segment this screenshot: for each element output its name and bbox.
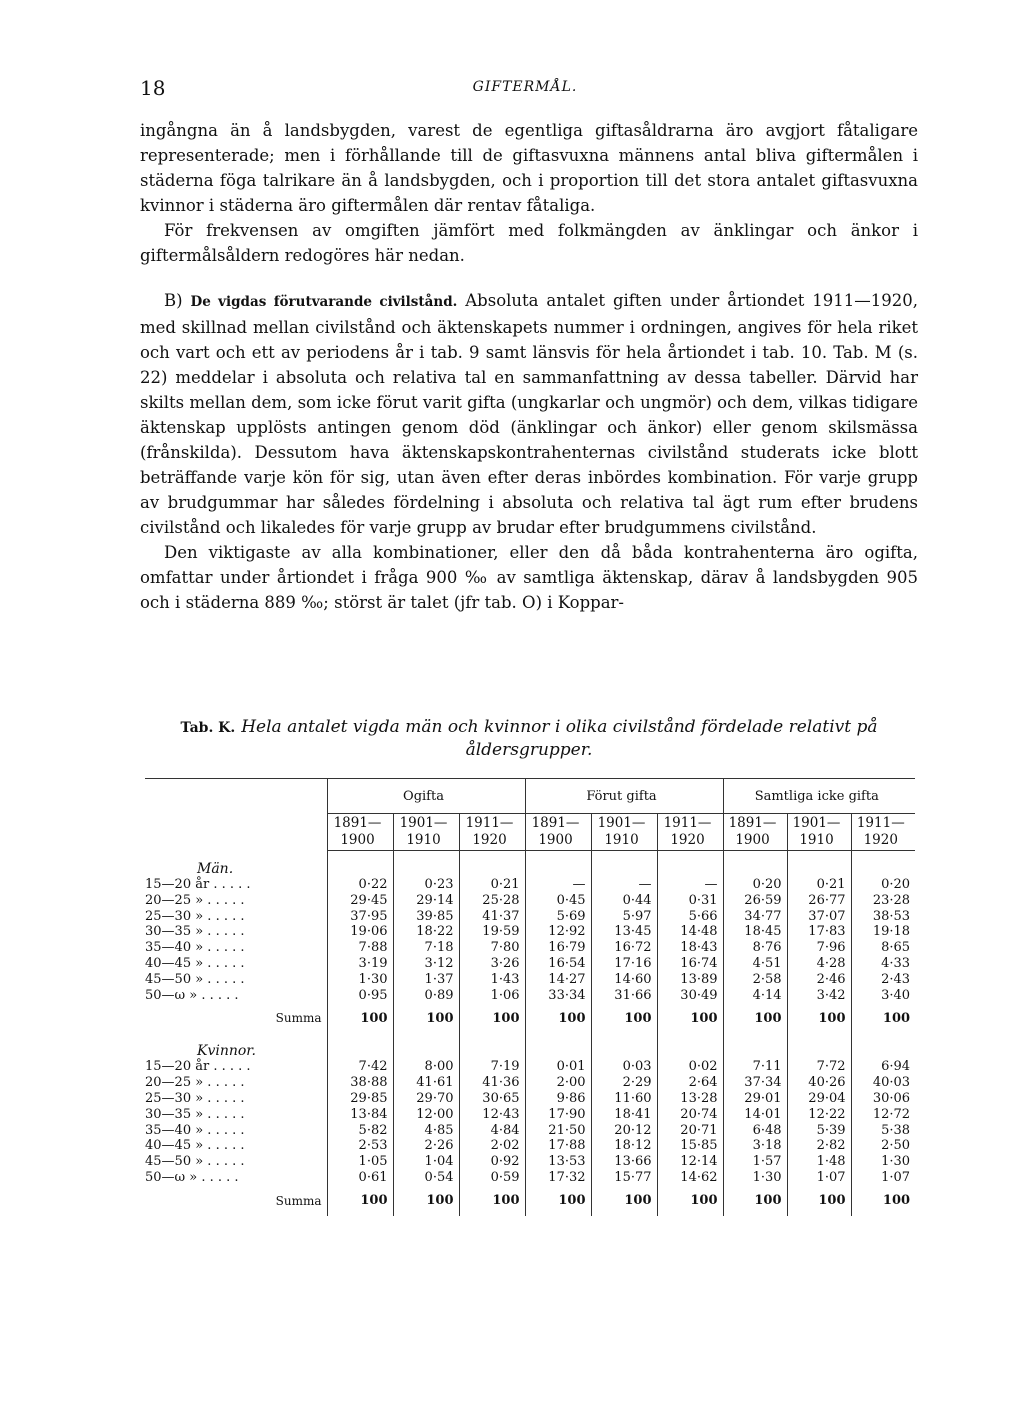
table-cell: 14·27 xyxy=(525,972,591,988)
table-cell: 1·48 xyxy=(787,1154,851,1170)
table-cell: 17·88 xyxy=(525,1138,591,1154)
table-cell: 29·85 xyxy=(327,1091,393,1107)
table-cell: 39·85 xyxy=(393,909,459,925)
table-row xyxy=(145,988,915,1004)
section-heading: De vigdas förutvarande civilstånd. xyxy=(190,294,458,310)
body-text xyxy=(140,118,918,615)
table-cell: 3·40 xyxy=(851,988,915,1004)
section-paragraph xyxy=(140,288,918,540)
table-cell: 14·62 xyxy=(657,1170,723,1186)
table-cell: 5·66 xyxy=(657,909,723,925)
table-cell: 13·84 xyxy=(327,1107,393,1123)
table-cell: 0·95 xyxy=(327,988,393,1004)
table-cell: 34·77 xyxy=(723,909,787,925)
period-header-row xyxy=(145,814,915,851)
table-cell: 0·01 xyxy=(525,1059,591,1075)
sum-cell: 100 xyxy=(327,1003,393,1033)
section-title: Kvinnor. xyxy=(197,1043,256,1060)
period-start: 1901— xyxy=(399,815,448,831)
table-cell: 0·03 xyxy=(591,1059,657,1075)
table-cell: 40·03 xyxy=(851,1075,915,1091)
table-cell: 37·07 xyxy=(787,909,851,925)
table-cell: 1·07 xyxy=(851,1170,915,1186)
table-cell: 0·23 xyxy=(393,877,459,893)
table-cell: 4·84 xyxy=(459,1123,525,1139)
period-start: 1911— xyxy=(663,815,712,831)
period-start: 1911— xyxy=(465,815,514,831)
table-cell: 2·50 xyxy=(851,1138,915,1154)
table-cell: 5·39 xyxy=(787,1123,851,1139)
table-cell: 4·51 xyxy=(723,956,787,972)
table-cell: 1·07 xyxy=(787,1170,851,1186)
table-cell: 14·48 xyxy=(657,924,723,940)
table-cell: — xyxy=(657,877,723,893)
table-cell: 4·28 xyxy=(787,956,851,972)
table-cell: 18·41 xyxy=(591,1107,657,1123)
table-body xyxy=(145,851,915,1216)
age-group-label: 20—25 » . . . . . xyxy=(145,1075,245,1091)
period-header xyxy=(657,814,723,851)
section-title-row xyxy=(145,851,915,878)
age-group-label: 30—35 » . . . . . xyxy=(145,924,245,940)
table-cell: 37·34 xyxy=(723,1075,787,1091)
table-cell: 4·85 xyxy=(393,1123,459,1139)
period-header xyxy=(723,814,787,851)
sum-cell: 100 xyxy=(657,1003,723,1033)
table-cell: 9·86 xyxy=(525,1091,591,1107)
table-row xyxy=(145,1170,915,1186)
age-group-label: 50—ω » . . . . . xyxy=(145,1169,239,1185)
table-cell: 0·89 xyxy=(393,988,459,1004)
table-cell: 2·29 xyxy=(591,1075,657,1091)
table-cell: 37·95 xyxy=(327,909,393,925)
period-header xyxy=(393,814,459,851)
table-cell: 0·44 xyxy=(591,893,657,909)
period-end: 1920 xyxy=(670,832,705,848)
table-cell: 41·36 xyxy=(459,1075,525,1091)
table-cell: 2·43 xyxy=(851,972,915,988)
table-cell: 4·14 xyxy=(723,988,787,1004)
table-cell: 5·38 xyxy=(851,1123,915,1139)
table-cell: 3·26 xyxy=(459,956,525,972)
page-number: 18 xyxy=(140,76,166,100)
table-row xyxy=(145,1123,915,1139)
table-cell: 0·02 xyxy=(657,1059,723,1075)
table-cell: 13·28 xyxy=(657,1091,723,1107)
table-cell: 30·49 xyxy=(657,988,723,1004)
sum-cell: 100 xyxy=(393,1003,459,1033)
sum-row xyxy=(145,1003,915,1033)
period-header xyxy=(459,814,525,851)
sum-cell: 100 xyxy=(723,1003,787,1033)
table-cell: 6·48 xyxy=(723,1123,787,1139)
sum-cell: 100 xyxy=(787,1003,851,1033)
table-row xyxy=(145,909,915,925)
table-cell: 3·42 xyxy=(787,988,851,1004)
sum-cell: 100 xyxy=(657,1186,723,1216)
table-cell: 12·00 xyxy=(393,1107,459,1123)
table-cell: 23·28 xyxy=(851,893,915,909)
table-cell: 16·54 xyxy=(525,956,591,972)
table-cell: 29·04 xyxy=(787,1091,851,1107)
table-row xyxy=(145,1107,915,1123)
age-group-label: 15—20 år . . . . . xyxy=(145,877,251,892)
table-cell: 29·14 xyxy=(393,893,459,909)
table-cell: 0·21 xyxy=(459,877,525,893)
data-table xyxy=(145,778,915,1216)
table-cell: 0·54 xyxy=(393,1170,459,1186)
table-cell: 0·45 xyxy=(525,893,591,909)
section-paragraph-2: Den viktigaste av alla kombinationer, eller den då båda kontrahenterna äro ogifta, omfattar under årtiondet i fråga 900 ‰ av samtliga äktenskap, därav å landsbygden 905 och i städerna 889 ‰; störst är talet (jfr tab. O) i Koppar- xyxy=(140,543,918,612)
table-title: Hela antalet vigda män och kvinnor i olika civilstånd fördelade relativt på åldersgrupper. xyxy=(241,717,878,760)
table-cell: 30·65 xyxy=(459,1091,525,1107)
table-cell: 8·00 xyxy=(393,1059,459,1075)
section-text-1: Absoluta antalet giften under årtiondet 1911—1920, med skillnad mellan civilstånd och äktenskapets nummer i ordningen, angives för hela riket och vart och ett av periodens år i tab. 9 samt länsvis för hela årtiondet i tab. 10. Tab. M (s. 22) meddelar i absoluta och relativa tal en sammanfattning av dessa tabeller. Därvid har skilts mellan dem, som icke förut varit gifta (ungkarlar och ungmör) och dem, vilkas tidigare äktenskap upplösts antingen genom död (änklingar och änkor) eller genom skilsmässa (frånskilda). Dessutom hava äktenskapskontrahenternas civilstånd studerats icke blott beträffande varje kön för sig, utan även efter deras inbördes kombination. För varje grupp av brudgummar har således fördelning i absoluta och relativa tal ägt rum efter brudens civilstånd och likaledes för varje grupp av brudar efter brudgummens civilstånd. xyxy=(140,291,918,537)
sum-cell: 100 xyxy=(851,1003,915,1033)
sum-cell: 100 xyxy=(723,1186,787,1216)
table-cell: 15·85 xyxy=(657,1138,723,1154)
table-cell: 7·88 xyxy=(327,940,393,956)
table-cell: 2·00 xyxy=(525,1075,591,1091)
table-cell: 1·57 xyxy=(723,1154,787,1170)
table-cell: 0·31 xyxy=(657,893,723,909)
table-cell: 1·30 xyxy=(327,972,393,988)
table-cell: 17·83 xyxy=(787,924,851,940)
period-end: 1900 xyxy=(340,832,375,848)
table-cell: 21·50 xyxy=(525,1123,591,1139)
table-cell: 41·37 xyxy=(459,909,525,925)
table-cell: 0·59 xyxy=(459,1170,525,1186)
sum-cell: 100 xyxy=(459,1186,525,1216)
table-cell: 8·76 xyxy=(723,940,787,956)
age-group-label: 25—30 » . . . . . xyxy=(145,908,245,924)
table-cell: 18·43 xyxy=(657,940,723,956)
sum-cell: 100 xyxy=(459,1003,525,1033)
table-cell: 14·60 xyxy=(591,972,657,988)
sum-cell: 100 xyxy=(591,1186,657,1216)
table-cell: 6·94 xyxy=(851,1059,915,1075)
table-cell: 17·90 xyxy=(525,1107,591,1123)
table-cell: 30·06 xyxy=(851,1091,915,1107)
table-cell: 17·32 xyxy=(525,1170,591,1186)
table-cell: 38·53 xyxy=(851,909,915,925)
table-cell: 0·92 xyxy=(459,1154,525,1170)
table-cell: 19·59 xyxy=(459,924,525,940)
table-cell: 11·60 xyxy=(591,1091,657,1107)
period-start: 1901— xyxy=(792,815,841,831)
period-header xyxy=(525,814,591,851)
table-cell: 5·69 xyxy=(525,909,591,925)
period-end: 1910 xyxy=(604,832,639,848)
table-cell: 2·53 xyxy=(327,1138,393,1154)
table-cell: 13·45 xyxy=(591,924,657,940)
page-header xyxy=(140,76,910,106)
section-title: Män. xyxy=(197,861,234,877)
table-cell: 26·77 xyxy=(787,893,851,909)
table-cell: 40·26 xyxy=(787,1075,851,1091)
table-cell: — xyxy=(525,877,591,893)
table-cell: 7·72 xyxy=(787,1059,851,1075)
age-group-label: 35—40 » . . . . . xyxy=(145,940,245,956)
table-row xyxy=(145,972,915,988)
table-cell: 0·21 xyxy=(787,877,851,893)
table-cell: 20·71 xyxy=(657,1123,723,1139)
table-cell: 7·18 xyxy=(393,940,459,956)
table-cell: 33·34 xyxy=(525,988,591,1004)
table-cell: 13·53 xyxy=(525,1154,591,1170)
age-group-label: 25—30 » . . . . . xyxy=(145,1090,245,1106)
sum-cell: 100 xyxy=(851,1186,915,1216)
table-cell: 29·70 xyxy=(393,1091,459,1107)
table-cell: 20·74 xyxy=(657,1107,723,1123)
table-cell: 0·20 xyxy=(723,877,787,893)
table-cell: 12·43 xyxy=(459,1107,525,1123)
table-cell: 16·74 xyxy=(657,956,723,972)
period-header xyxy=(787,814,851,851)
table-cell: 2·82 xyxy=(787,1138,851,1154)
table-cell: — xyxy=(591,877,657,893)
group-header: Ogifta xyxy=(327,779,525,814)
period-start: 1891— xyxy=(531,815,580,831)
table-cell: 12·72 xyxy=(851,1107,915,1123)
table-cell: 7·11 xyxy=(723,1059,787,1075)
table-cell: 14·01 xyxy=(723,1107,787,1123)
table-label: Tab. K. xyxy=(180,720,236,736)
paragraph-2: För frekvensen av omgiften jämfört med folkmängden av änklingar och änkor i giftermålsåldern redogöres här nedan. xyxy=(140,221,918,265)
table-cell: 0·22 xyxy=(327,877,393,893)
table-cell: 20·12 xyxy=(591,1123,657,1139)
sum-cell: 100 xyxy=(525,1003,591,1033)
table-cell: 25·28 xyxy=(459,893,525,909)
group-header: Förut gifta xyxy=(525,779,723,814)
sum-cell: 100 xyxy=(525,1186,591,1216)
table-row xyxy=(145,924,915,940)
table-cell: 4·33 xyxy=(851,956,915,972)
period-header xyxy=(591,814,657,851)
table-cell: 8·65 xyxy=(851,940,915,956)
table-cell: 5·97 xyxy=(591,909,657,925)
table-cell: 2·58 xyxy=(723,972,787,988)
table-cell: 3·12 xyxy=(393,956,459,972)
period-end: 1900 xyxy=(538,832,573,848)
table-cell: 2·64 xyxy=(657,1075,723,1091)
age-group-label: 30—35 » . . . . . xyxy=(145,1106,245,1122)
table-cell: 1·05 xyxy=(327,1154,393,1170)
table-cell: 12·92 xyxy=(525,924,591,940)
table-cell: 3·18 xyxy=(723,1138,787,1154)
period-end: 1900 xyxy=(735,832,770,848)
table-cell: 13·66 xyxy=(591,1154,657,1170)
table-row xyxy=(145,893,915,909)
table-cell: 29·45 xyxy=(327,893,393,909)
running-title: GIFTERMÅL. xyxy=(472,79,578,95)
table-cell: 1·06 xyxy=(459,988,525,1004)
section-title-row xyxy=(145,1033,915,1059)
table-cell: 19·06 xyxy=(327,924,393,940)
table-cell: 1·37 xyxy=(393,972,459,988)
table-cell: 12·22 xyxy=(787,1107,851,1123)
period-start: 1891— xyxy=(728,815,777,831)
table-cell: 26·59 xyxy=(723,893,787,909)
table-cell: 0·20 xyxy=(851,877,915,893)
period-start: 1891— xyxy=(333,815,382,831)
table-cell: 19·18 xyxy=(851,924,915,940)
table-cell: 12·14 xyxy=(657,1154,723,1170)
table-cell: 2·46 xyxy=(787,972,851,988)
paragraph-1: ingångna än å landsbygden, varest de egentliga giftasåldrarna äro avgjort fåtaligare representerade; men i förhållande till de giftasvuxna männens antal bliva giftermålen i städerna föga talrikare än å landsbygden, och i proportion till det stora antalet giftasvuxna kvinnor i städerna äro giftermålen där rentav fåtaliga. xyxy=(140,121,918,215)
table-cell: 1·30 xyxy=(851,1154,915,1170)
period-end: 1920 xyxy=(863,832,898,848)
table-cell: 16·79 xyxy=(525,940,591,956)
age-group-label: 40—45 » . . . . . xyxy=(145,1138,245,1154)
table-cell: 29·01 xyxy=(723,1091,787,1107)
age-group-label: 15—20 år . . . . . xyxy=(145,1059,251,1075)
period-end: 1910 xyxy=(406,832,441,848)
group-header: Samtliga icke gifta xyxy=(723,779,915,814)
age-group-label: 45—50 » . . . . . xyxy=(145,971,245,987)
table-cell: 38·88 xyxy=(327,1075,393,1091)
table-cell: 15·77 xyxy=(591,1170,657,1186)
table-cell: 13·89 xyxy=(657,972,723,988)
age-group-label: 35—40 » . . . . . xyxy=(145,1122,245,1138)
age-group-label: 50—ω » . . . . . xyxy=(145,987,239,1003)
table-cell: 16·72 xyxy=(591,940,657,956)
table-row xyxy=(145,1091,915,1107)
table-cell: 31·66 xyxy=(591,988,657,1004)
table-cell: 18·12 xyxy=(591,1138,657,1154)
table-row xyxy=(145,1154,915,1170)
table-cell: 7·96 xyxy=(787,940,851,956)
table-row xyxy=(145,1075,915,1091)
period-header xyxy=(327,814,393,851)
table-cell: 1·04 xyxy=(393,1154,459,1170)
table-row xyxy=(145,877,915,893)
section-prefix: B) xyxy=(164,291,183,310)
table-cell: 17·16 xyxy=(591,956,657,972)
table-cell: 3·19 xyxy=(327,956,393,972)
age-group-label: 20—25 » . . . . . xyxy=(145,892,245,908)
table-cell: 5·82 xyxy=(327,1123,393,1139)
sum-label: Summa xyxy=(275,1193,322,1208)
age-group-label: 45—50 » . . . . . xyxy=(145,1154,245,1170)
table-cell: 1·30 xyxy=(723,1170,787,1186)
age-group-label: 40—45 » . . . . . xyxy=(145,955,245,971)
table-row xyxy=(145,940,915,956)
table-cell: 7·80 xyxy=(459,940,525,956)
sum-cell: 100 xyxy=(787,1186,851,1216)
table-cell: 1·43 xyxy=(459,972,525,988)
sum-cell: 100 xyxy=(591,1003,657,1033)
period-start: 1911— xyxy=(856,815,905,831)
table-cell: 41·61 xyxy=(393,1075,459,1091)
table-caption xyxy=(140,716,918,761)
group-header-row xyxy=(145,779,915,814)
table-cell: 7·19 xyxy=(459,1059,525,1075)
table-row xyxy=(145,1059,915,1075)
table-cell: 0·61 xyxy=(327,1170,393,1186)
table-row xyxy=(145,1138,915,1154)
table-cell: 7·42 xyxy=(327,1059,393,1075)
sum-cell: 100 xyxy=(393,1186,459,1216)
table-cell: 18·22 xyxy=(393,924,459,940)
table-row xyxy=(145,956,915,972)
table-cell: 18·45 xyxy=(723,924,787,940)
sum-row xyxy=(145,1186,915,1216)
table-cell: 2·02 xyxy=(459,1138,525,1154)
sum-label: Summa xyxy=(275,1011,322,1026)
sum-cell: 100 xyxy=(327,1186,393,1216)
table-cell: 2·26 xyxy=(393,1138,459,1154)
period-end: 1910 xyxy=(799,832,834,848)
period-header xyxy=(851,814,915,851)
period-start: 1901— xyxy=(597,815,646,831)
period-end: 1920 xyxy=(472,832,507,848)
